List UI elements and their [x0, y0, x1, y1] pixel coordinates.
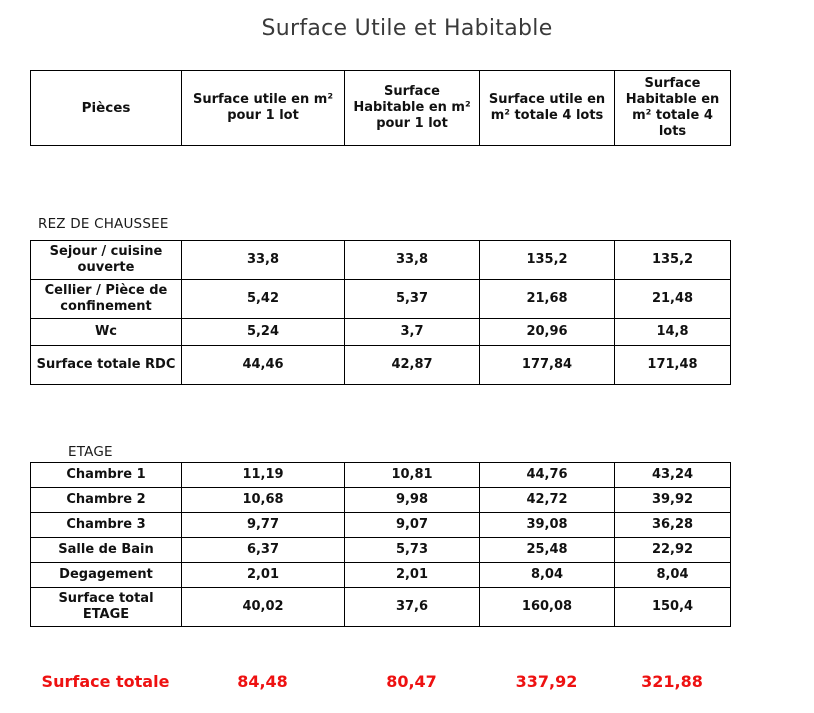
table-row — [31, 588, 731, 627]
cell-utile-1lot: 11,19 — [182, 463, 345, 488]
cell-piece: Sejour / cuisine ouverte — [31, 241, 182, 280]
column-header-utile-4lots: Surface utile en m² totale 4 lots — [480, 71, 615, 146]
table-header — [30, 70, 731, 146]
cell-utile-4lots: 160,08 — [480, 588, 615, 627]
totals-label: Surface totale — [41, 672, 170, 691]
totals-utile-4lots: 337,92 — [515, 672, 578, 691]
table-row — [31, 346, 731, 385]
table-row — [31, 319, 731, 346]
cell-habitable-1lot: 2,01 — [345, 563, 480, 588]
cell-piece: Wc — [31, 319, 182, 346]
cell-habitable-4lots: 39,92 — [615, 488, 731, 513]
cell-piece: Chambre 1 — [31, 463, 182, 488]
table-row — [31, 488, 731, 513]
cell-habitable-1lot: 37,6 — [345, 588, 480, 627]
cell-habitable-4lots: 21,48 — [615, 280, 731, 319]
cell-habitable-4lots: 36,28 — [615, 513, 731, 538]
cell-habitable-1lot: 3,7 — [345, 319, 480, 346]
cell-piece: Chambre 3 — [31, 513, 182, 538]
cell-utile-4lots: 20,96 — [480, 319, 615, 346]
totals-utile-1lot: 84,48 — [237, 672, 288, 691]
cell-habitable-4lots: 135,2 — [615, 241, 731, 280]
table-etage — [30, 462, 731, 627]
cell-piece: Degagement — [31, 563, 182, 588]
cell-utile-1lot: 5,24 — [182, 319, 345, 346]
column-header-pieces: Pièces — [31, 71, 182, 146]
table-row — [31, 241, 731, 280]
cell-habitable-1lot: 9,07 — [345, 513, 480, 538]
cell-utile-1lot: 33,8 — [182, 241, 345, 280]
cell-utile-1lot: 9,77 — [182, 513, 345, 538]
cell-utile-4lots: 21,68 — [480, 280, 615, 319]
cell-piece: Salle de Bain — [31, 538, 182, 563]
table-row — [31, 71, 731, 146]
table-row — [31, 463, 731, 488]
cell-utile-4lots: 177,84 — [480, 346, 615, 385]
table-row — [31, 513, 731, 538]
table-row — [31, 538, 731, 563]
cell-habitable-4lots: 150,4 — [615, 588, 731, 627]
cell-utile-1lot: 40,02 — [182, 588, 345, 627]
table-row — [31, 280, 731, 319]
cell-habitable-4lots: 43,24 — [615, 463, 731, 488]
column-header-habitable-4lots: Surface Habitable en m² totale 4 lots — [615, 71, 731, 146]
cell-utile-1lot: 44,46 — [182, 346, 345, 385]
cell-utile-4lots: 42,72 — [480, 488, 615, 513]
cell-utile-1lot: 2,01 — [182, 563, 345, 588]
cell-piece: Surface totale RDC — [31, 346, 182, 385]
totals-row — [30, 672, 730, 691]
cell-utile-4lots: 8,04 — [480, 563, 615, 588]
cell-utile-4lots: 44,76 — [480, 463, 615, 488]
table-rdc — [30, 240, 731, 385]
table-row — [31, 563, 731, 588]
cell-habitable-4lots: 8,04 — [615, 563, 731, 588]
totals-habitable-4lots: 321,88 — [641, 672, 703, 691]
cell-habitable-1lot: 9,98 — [345, 488, 480, 513]
cell-utile-4lots: 39,08 — [480, 513, 615, 538]
cell-piece: Surface total ETAGE — [31, 588, 182, 627]
cell-utile-1lot: 6,37 — [182, 538, 345, 563]
cell-habitable-4lots: 171,48 — [615, 346, 731, 385]
totals-habitable-1lot: 80,47 — [386, 672, 437, 691]
cell-piece: Chambre 2 — [31, 488, 182, 513]
cell-habitable-1lot: 5,73 — [345, 538, 480, 563]
cell-habitable-4lots: 14,8 — [615, 319, 731, 346]
section-label-etage: ETAGE — [68, 444, 113, 460]
cell-piece: Cellier / Pièce de confinement — [31, 280, 182, 319]
cell-habitable-1lot: 33,8 — [345, 241, 480, 280]
cell-habitable-1lot: 5,37 — [345, 280, 480, 319]
cell-habitable-1lot: 10,81 — [345, 463, 480, 488]
cell-utile-1lot: 10,68 — [182, 488, 345, 513]
section-label-rdc: REZ DE CHAUSSEE — [38, 216, 169, 232]
column-header-utile-1lot: Surface utile en m² pour 1 lot — [182, 71, 345, 146]
cell-habitable-1lot: 42,87 — [345, 346, 480, 385]
cell-utile-4lots: 25,48 — [480, 538, 615, 563]
cell-habitable-4lots: 22,92 — [615, 538, 731, 563]
cell-utile-4lots: 135,2 — [480, 241, 615, 280]
column-header-habitable-1lot: Surface Habitable en m² pour 1 lot — [345, 71, 480, 146]
cell-utile-1lot: 5,42 — [182, 280, 345, 319]
page-title: Surface Utile et Habitable — [261, 16, 553, 41]
